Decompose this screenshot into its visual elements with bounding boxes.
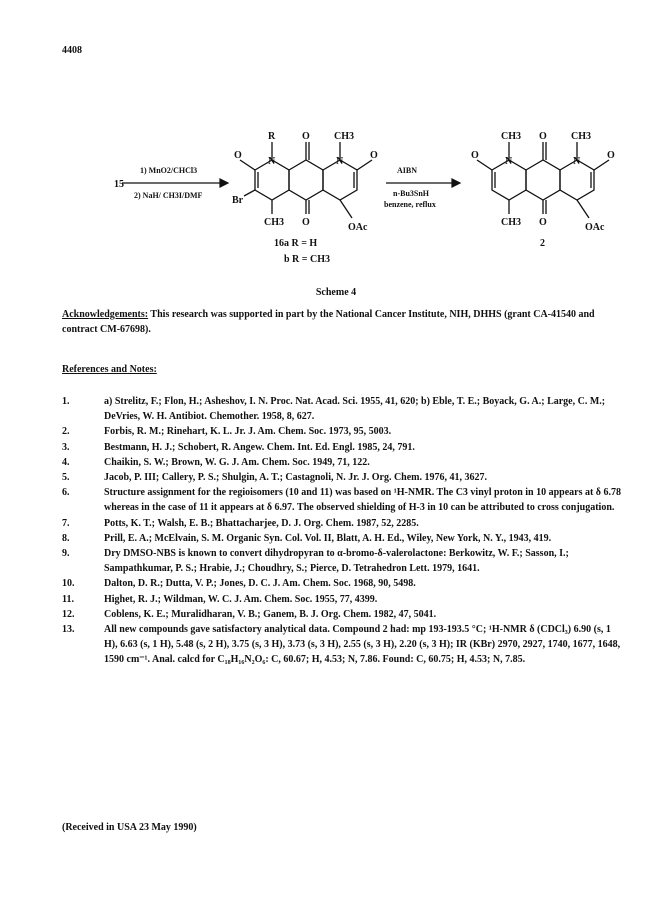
atom-o: O	[539, 131, 547, 142]
atom-oac: OAc	[348, 222, 368, 233]
atom-n: N	[573, 156, 581, 167]
compound-16a-label: 16a R = H	[274, 238, 318, 249]
reference-number: 12.	[62, 608, 75, 620]
step2-reagent-a: AIBN	[397, 166, 418, 175]
reference-text: Highet, R. J.; Wildman, W. C. J. Am. Chem. Soc. 1955, 77, 4399.	[104, 593, 378, 605]
reference-text: Potts, K. T.; Walsh, E. B.; Bhattacharjee, D. J. Org. Chem. 1987, 52, 2285.	[104, 517, 419, 529]
atom-o: O	[607, 150, 615, 161]
compound-2-label: 2	[540, 238, 545, 249]
atom-ch3: CH3	[264, 217, 284, 228]
reference-number: 9.	[62, 548, 70, 560]
reference-text: Dalton, D. R.; Dutta, V. P.; Jones, D. C. J. Am. Chem. Soc. 1968, 90, 5498.	[104, 578, 416, 590]
reference-text: Chaikin, S. W.; Brown, W. G. J. Am. Chem. Soc. 1949, 71, 122.	[104, 456, 370, 468]
reference-item	[62, 455, 622, 470]
reference-text: a) Strelitz, F.; Flon, H.; Asheshov, I. N. Proc. Nat. Acad. Sci. 1955, 41, 620; b) Eble, T. E.; Boyack, G. A.; Large, C. M.; DeVries, W. H. Antibiot. Chemother. 1958, 8, 627.	[104, 396, 606, 423]
start-compound-label: 15	[114, 179, 124, 190]
reference-text: Prill, E. A.; McElvain, S. M. Organic Syn. Col. Vol. II, Blatt, A. H. Ed., Wiley, New York, N. Y., 1943, 419.	[104, 532, 552, 544]
reference-item	[62, 394, 622, 424]
reference-item	[62, 607, 622, 622]
reaction-scheme	[0, 0, 672, 290]
reference-number: 6.	[62, 487, 70, 499]
page-number: 4408	[62, 45, 82, 56]
reference-number: 2.	[62, 426, 70, 438]
atom-o: O	[302, 217, 310, 228]
atom-o: O	[370, 150, 378, 161]
atom-o: O	[302, 131, 310, 142]
reference-item	[62, 485, 622, 515]
reference-text: Structure assignment for the regioisomers (10 and 11) was based on ¹H-NMR. The C3 vinyl proton in 10 appears at δ 6.78 whereas in the case of 11 it appears at δ 6.97. The observed shielding of H-3 in 10 can be attributed to cross conjugation.	[104, 487, 622, 514]
step2-reagent-c: benzene, reflux	[384, 200, 436, 209]
reference-number: 1.	[62, 396, 70, 407]
atom-o: O	[471, 150, 479, 161]
reference-item	[62, 470, 622, 485]
atom-r: R	[268, 131, 276, 142]
reference-item	[62, 516, 622, 531]
received-date: (Received in USA 23 May 1990)	[62, 822, 197, 833]
acknowledgements-text: This research was supported in part by the National Cancer Institute, NIH, DHHS (grant CA-41540 and contract CM-67698).	[62, 309, 595, 335]
references-list	[62, 394, 622, 668]
reference-number: 11.	[62, 593, 74, 605]
reference-item	[62, 546, 622, 576]
atom-n: N	[505, 156, 513, 167]
atom-ch3: CH3	[501, 131, 521, 142]
atom-n: N	[268, 156, 276, 167]
reference-number: 10.	[62, 578, 75, 590]
reference-text: Jacob, P. III; Callery, P. S.; Shulgin, A. T.; Castagnoli, N. Jr. J. Org. Chem. 1976, 41, 3627.	[104, 472, 488, 484]
reference-item	[62, 622, 622, 668]
reference-item	[62, 576, 622, 591]
atom-br: Br	[232, 195, 244, 206]
atom-ch3: CH3	[334, 131, 354, 142]
reference-number: 5.	[62, 472, 70, 484]
reference-text: All new compounds gave satisfactory analytical data. Compound 2 had: mp 193-193.5 °C; ¹H-NMR δ (CDCl₃) 6.90 (s, 1 H), 6.63 (s, 1 H), 5.48 (s, 2 H), 3.75 (s, 3 H), 3.73 (s, 3 H), 2.55 (s, 3 H), 2.20 (s, 3 H); IR (KBr) 2970, 2927, 1740, 1677, 1648, 1590 cm⁻¹. Anal. calcd for C₁₈H₁₆N₂O₆: C, 60.67; H, 4.53; N, 7.86. Found: C, 60.75; H, 4.53; N, 7.85.	[104, 624, 621, 666]
reference-number: 13.	[62, 624, 75, 636]
acknowledgements-heading: Acknowledgements:	[62, 309, 149, 320]
acknowledgements	[62, 307, 622, 337]
compound-16b-label: b R = CH3	[284, 254, 330, 265]
atom-oac: OAc	[585, 222, 605, 233]
reference-item	[62, 440, 622, 455]
reference-text: Bestmann, H. J.; Schobert, R. Angew. Chem. Int. Ed. Engl. 1985, 24, 791.	[104, 441, 415, 453]
atom-n: N	[336, 156, 344, 167]
reference-text: Coblens, K. E.; Muralidharan, V. B.; Ganem, B. J. Org. Chem. 1982, 47, 5041.	[104, 608, 437, 620]
reference-text: Dry DMSO-NBS is known to convert dihydropyran to α-bromo-δ-valerolactone: Berkowitz, W. F.; Sasson, I.; Sampathkumar, P. S.; Hrabie, J.; Choudhry, S.; Pierce, D. Tetrahedron Lett. 1979, 1641.	[104, 548, 569, 575]
reference-item	[62, 531, 622, 546]
atom-o: O	[539, 217, 547, 228]
reference-number: 3.	[62, 441, 70, 453]
atom-o: O	[234, 150, 242, 161]
scheme-caption: Scheme 4	[315, 287, 357, 298]
step1-reagent-b: 2) NaH/ CH3I/DMF	[134, 191, 203, 200]
atom-ch3: CH3	[501, 217, 521, 228]
reference-number: 7.	[62, 517, 70, 529]
reference-number: 8.	[62, 532, 70, 544]
reference-number: 4.	[62, 456, 70, 468]
reference-item	[62, 424, 622, 439]
step2-reagent-b: n-Bu3SnH	[393, 189, 430, 198]
reference-item	[62, 592, 622, 607]
references-heading: References and Notes:	[62, 364, 157, 375]
reference-text: Forbis, R. M.; Rinehart, K. L. Jr. J. Am. Chem. Soc. 1973, 95, 5003.	[104, 426, 392, 438]
step1-reagent-a: 1) MnO2/CHCl3	[140, 166, 198, 175]
atom-ch3: CH3	[571, 131, 591, 142]
